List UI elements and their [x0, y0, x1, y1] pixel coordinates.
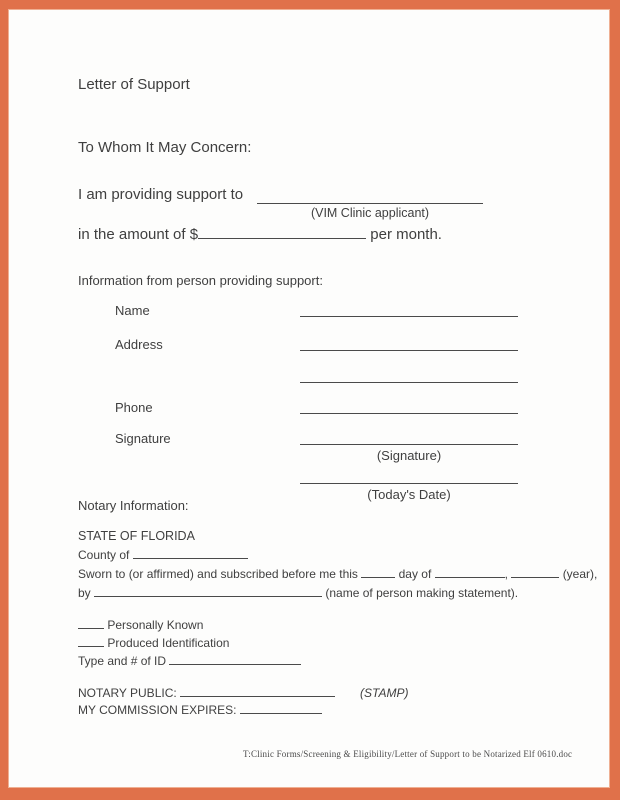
commission-row	[78, 703, 322, 718]
personally-known-label: Personally Known	[107, 618, 204, 632]
sworn-text-3: (year),	[562, 567, 598, 581]
date-caption: (Today's Date)	[367, 487, 451, 502]
support-info-heading: Information from person providing support:	[78, 273, 323, 288]
name-line	[300, 316, 518, 317]
personally-known-row	[78, 618, 203, 633]
providing-support-text: I am providing support to	[78, 186, 244, 203]
name-label: Name	[115, 303, 150, 318]
amount-line	[198, 228, 366, 239]
personally-known-check-line	[78, 618, 104, 629]
commission-label: MY COMMISSION EXPIRES:	[78, 703, 237, 717]
county-prefix: County of	[78, 548, 130, 562]
signature-caption: (Signature)	[376, 448, 442, 463]
letter-title: Letter of Support	[78, 76, 190, 93]
address-line-2	[300, 382, 518, 383]
amount-prefix: in the amount of $	[78, 226, 199, 243]
sworn-row	[78, 567, 597, 582]
sworn-comma: ,	[504, 567, 508, 581]
phone-line	[300, 413, 518, 414]
signature-line	[300, 444, 518, 445]
amount-row	[78, 226, 442, 244]
county-row	[78, 548, 248, 563]
county-line	[133, 548, 248, 559]
by-prefix: by	[78, 586, 91, 600]
by-name-line	[94, 586, 322, 597]
produced-id-label: Produced Identification	[107, 636, 230, 650]
address-label: Address	[115, 337, 163, 352]
type-id-line	[169, 654, 301, 665]
sworn-text-2: day of	[398, 567, 432, 581]
signature-label: Signature	[115, 431, 171, 446]
by-row	[78, 586, 518, 601]
salutation: To Whom It May Concern:	[78, 139, 252, 156]
notary-state: STATE OF FLORIDA	[78, 529, 195, 543]
produced-id-check-line	[78, 636, 104, 647]
applicant-caption: (VIM Clinic applicant)	[310, 206, 430, 220]
notary-heading: Notary Information:	[78, 498, 189, 513]
applicant-name-line	[257, 203, 483, 204]
file-path-footer: T:Clinic Forms/Screening & Eligibility/Letter of Support to be Notarized Elf 0610.doc	[243, 749, 573, 759]
commission-line	[240, 703, 322, 714]
amount-suffix: per month.	[370, 226, 442, 243]
sworn-text-1: Sworn to (or affirmed) and subscribed before me this	[78, 567, 358, 581]
notary-public-line	[180, 686, 335, 697]
notary-public-row	[78, 686, 335, 701]
type-id-prefix: Type and # of ID	[78, 654, 167, 668]
sworn-day-line	[361, 567, 395, 578]
by-suffix: (name of person making statement).	[325, 586, 519, 600]
notary-public-label: NOTARY PUBLIC:	[78, 686, 177, 700]
sworn-month-line	[435, 567, 505, 578]
address-line-1	[300, 350, 518, 351]
type-id-row	[78, 654, 301, 669]
date-line	[300, 483, 518, 484]
stamp-label: (STAMP)	[360, 686, 409, 700]
sworn-year-line	[511, 567, 559, 578]
phone-label: Phone	[115, 400, 153, 415]
produced-id-row	[78, 636, 229, 651]
